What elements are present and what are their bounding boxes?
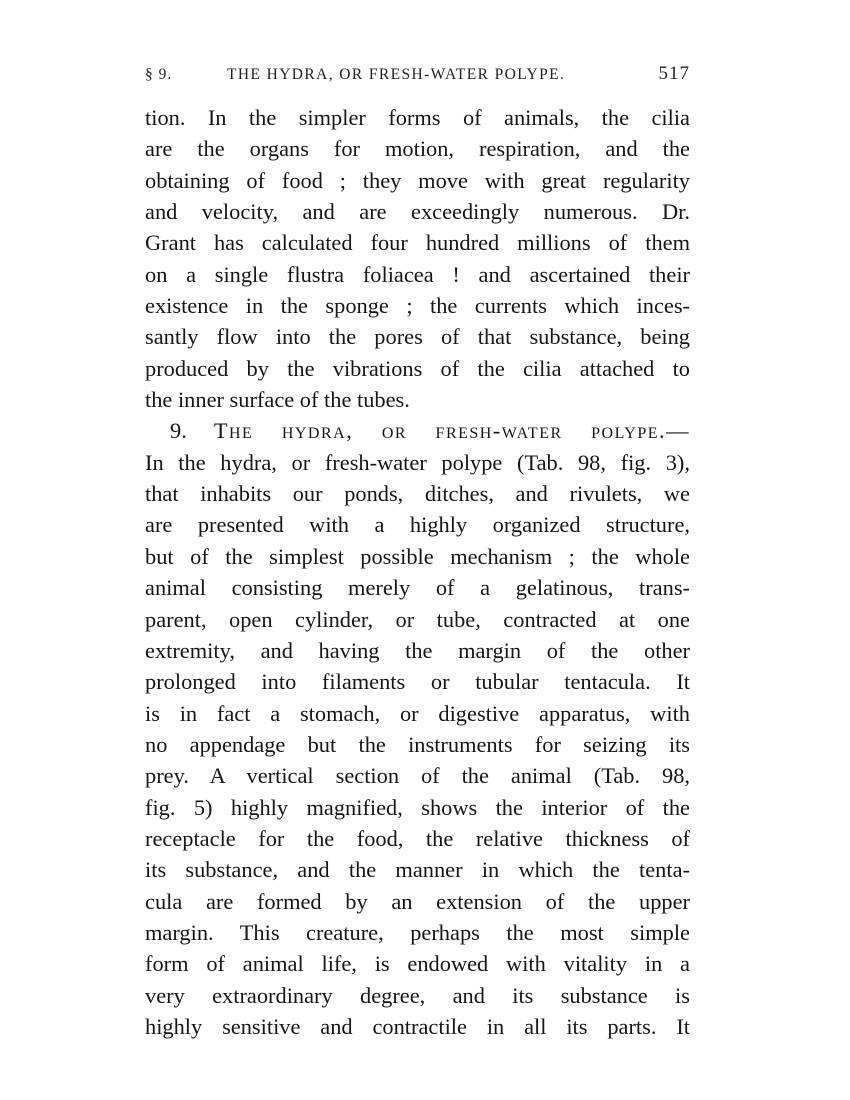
text-line: the inner surface of the tubes. bbox=[145, 387, 410, 413]
text-line: are presented with a highly organized structure, bbox=[145, 512, 690, 538]
text-line: are the organs for motion, respiration, and the bbox=[145, 136, 690, 162]
text-line: no appendage but the instruments for seizing its bbox=[145, 731, 690, 757]
paragraph-1 bbox=[145, 102, 690, 415]
section-heading: The hydra, or fresh-water polype.— bbox=[213, 418, 690, 444]
text-line: cula are formed by an extension of the upper bbox=[145, 888, 690, 914]
text-line: margin. This creature, perhaps the most simple bbox=[145, 919, 690, 945]
page-number: 517 bbox=[658, 63, 690, 84]
section-heading-line bbox=[145, 415, 690, 446]
text-line: In the hydra, or fresh-water polype (Tab. 98, fig. 3), bbox=[145, 449, 690, 475]
paragraph-2 bbox=[145, 415, 690, 1042]
text-line: and velocity, and are exceedingly numerous. Dr. bbox=[145, 199, 690, 225]
running-title: THE HYDRA, OR FRESH-WATER POLYPE. bbox=[227, 66, 566, 83]
running-head bbox=[145, 58, 690, 88]
text-line: produced by the vibrations of the cilia attached to bbox=[145, 355, 690, 381]
text-line: highly sensitive and contractile in all its parts. It bbox=[145, 1013, 690, 1039]
text-line: obtaining of food ; they move with great regularity bbox=[145, 167, 690, 193]
text-line: parent, open cylinder, or tube, contracted at one bbox=[145, 606, 690, 632]
text-line: form of animal life, is endowed with vitality in a bbox=[145, 951, 690, 977]
section-number: § 9. bbox=[145, 66, 173, 83]
text-line: but of the simplest possible mechanism ; the whole bbox=[145, 543, 690, 569]
text-line: prolonged into filaments or tubular tentacula. It bbox=[145, 669, 690, 695]
text-line: Grant has calculated four hundred millions of them bbox=[145, 230, 690, 256]
text-line: fig. 5) highly magnified, shows the interior of the bbox=[145, 794, 690, 820]
text-line: existence in the sponge ; the currents which inces- bbox=[145, 293, 690, 319]
section-heading-number: 9. bbox=[170, 418, 187, 444]
text-line: animal consisting merely of a gelatinous, trans- bbox=[145, 575, 690, 601]
body-text bbox=[145, 102, 690, 1042]
text-line: very extraordinary degree, and its substance is bbox=[145, 982, 690, 1008]
book-page bbox=[145, 58, 690, 1042]
text-line: its substance, and the manner in which the tenta- bbox=[145, 857, 690, 883]
text-line: on a single flustra foliacea ! and ascertained their bbox=[145, 261, 690, 287]
text-line: is in fact a stomach, or digestive apparatus, with bbox=[145, 700, 690, 726]
text-line: tion. In the simpler forms of animals, the cilia bbox=[145, 105, 690, 130]
text-line: prey. A vertical section of the animal (Tab. 98, bbox=[145, 763, 690, 789]
text-line: that inhabits our ponds, ditches, and rivulets, we bbox=[145, 481, 690, 507]
text-line: extremity, and having the margin of the other bbox=[145, 637, 690, 663]
text-line: receptacle for the food, the relative thickness of bbox=[145, 825, 690, 851]
text-line: santly flow into the pores of that substance, being bbox=[145, 324, 690, 350]
